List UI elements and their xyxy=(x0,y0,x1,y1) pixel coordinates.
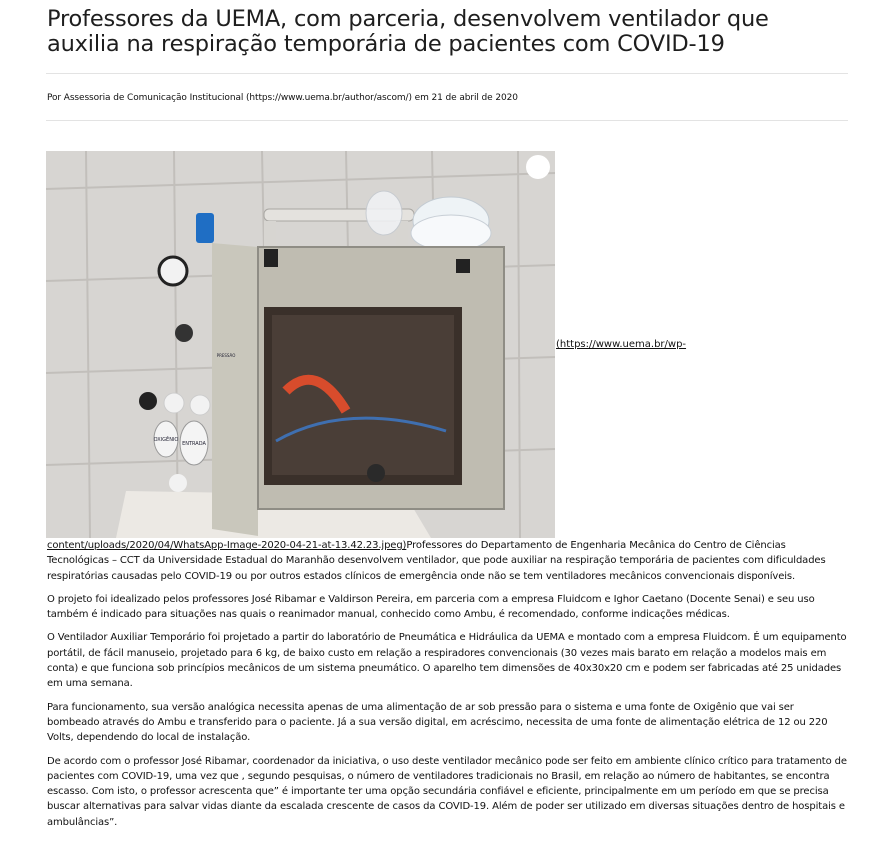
article-title: Professores da UEMA, com parceria, desenvolvem ventilador que auxilia na respiração temporária de pacientes com COVID-19 xyxy=(47,6,769,57)
article-paragraph-3: O Ventilador Auxiliar Temporário foi projetado a partir do laboratório de Pneumática e Hidráulica da UEMA e montado com a empresa Fluidcom. É um equipamento portátil, de fácil manuseio, projetado para 6 kg, de baixo custo em relação a respiradores convencionais (30 vezes mais barato em relação a modelos mais em conta) e que funciona sob princípios mecânicos de um sistema pneumático. O aparelho tem dimensões de 40x30x20 cm e podem ser fabricadas até 25 unidades em uma semana. xyxy=(47,632,847,690)
image-url-link-end[interactable]: content/uploads/2020/04/WhatsApp-Image-2020-04-21-at-13.42.23.jpeg) xyxy=(47,540,407,551)
valve-label-3: PRESSÃO xyxy=(216,353,236,358)
article-paragraph-4: Para funcionamento, sua versão analógica necessita apenas de uma alimentação de ar sob pressão para o sistema e uma fonte de Oxigênio que vai ser bombeado através do Ambu e transferido para o paciente. Já a sua versão digital, em acréscimo, necessita de uma fonte de alimentação elétrica de 12 ou 220 Volts, dependendo do local de instalação. xyxy=(47,701,828,744)
article-paragraph-2: O projeto foi idealizado pelos professores José Ribamar e Valdirson Pereira, em parceria com a empresa Fluidcom e Ighor Caetano (Docente Senai) e seu uso também é indicado para situações nas quais o reanimador manual, conhecido como Ambu, é recomendado, conforme indicações médicas. xyxy=(47,593,815,621)
paragraph-1-text: Professores do Departamento de Engenharia Mecânica do Centro de Ciências Tecnológicas – CCT da Universidade Estadual do Maranhão desenvolvem ventilador, que pode auxiliar na respiração temporária de pacientes com dificuldades respiratórias causadas pelo COVID-19 ou por outros estados clínicos de emergência onde não se tem ventiladores mecânicos convencionais disponíveis. xyxy=(47,540,826,582)
valve-label-1: OXIGÊNIO xyxy=(153,437,179,443)
article-paragraph-5: De acordo com o professor José Ribamar, coordenador da iniciativa, o uso deste ventilador mecânico pode ser feito em ambiente clínico crítico para tratamento de pacientes com COVID-19, uma vez que , segundo pesquisas, o número de ventiladores tradicionais no Brasil, em relação ao número de habitantes, se encontra escasso. Com isto, o professor acrescenta que” é importante ter uma opção secundária confiável e eficiente, principalmente em um período em que se precisa buscar alternativas para salvar vidas diante da escalada crescente de casos da COVID-19. Além de poder ser utilizado em diversas situações dentro de hospitais e ambulâncias”. xyxy=(47,755,847,828)
article-body xyxy=(47,538,847,838)
ventilator-prototype-photo xyxy=(46,151,555,538)
article-paragraph-1 xyxy=(47,538,847,584)
image-url-link-start[interactable]: (https://www.uema.br/wp- xyxy=(556,339,687,350)
article-byline: Por Assessoria de Comunicação Institucional (https://www.uema.br/author/ascom/) em 21 de abril de 2020 xyxy=(47,93,518,103)
valve-label-2: ENTRADA xyxy=(182,441,206,447)
ventilator-photo-link[interactable] xyxy=(46,151,555,538)
title-divider xyxy=(46,73,848,74)
byline-divider xyxy=(46,120,848,121)
